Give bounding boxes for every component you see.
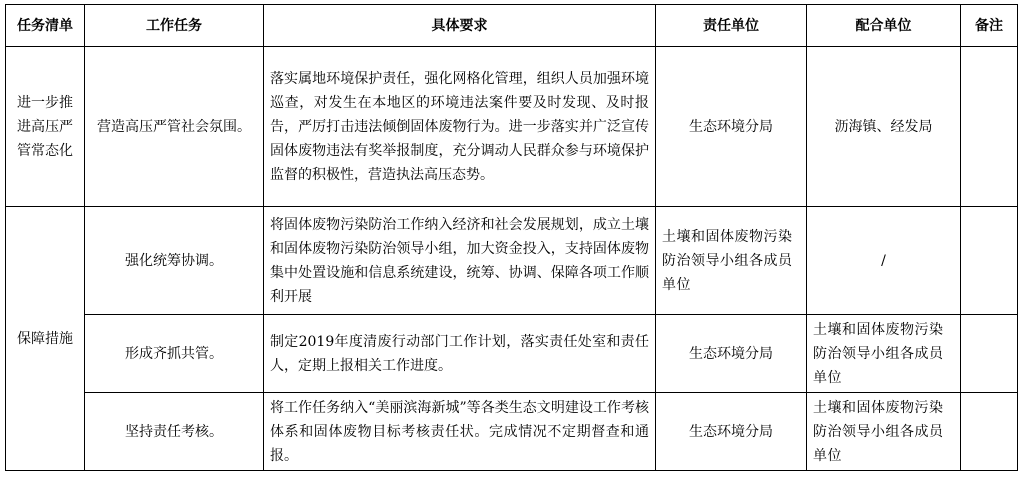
header-responsible-unit: 责任单位 — [656, 5, 807, 47]
cooperating-unit-cell: 土壤和固体废物污染防治领导小组各成员单位 — [807, 393, 961, 471]
responsible-unit-cell: 土壤和固体废物污染防治领导小组各成员单位 — [656, 207, 807, 315]
table-row — [6, 47, 1018, 207]
requirement-cell: 落实属地环境保护责任，强化网格化管理，组织人员加强环境巡查，对发生在本地区的环境违法案件要及时发现、及时报告，严厉打击违法倾倒固体废物行为。进一步落实并广泛宣传固体废物违法有奖举报制度，充分调动人民群众参与环境保护监督的积极性，营造执法高压态势。 — [264, 47, 656, 207]
requirement-cell: 制定2019年度清废行动部门工作计划，落实责任处室和责任人，定期上报相关工作进度。 — [264, 315, 656, 393]
header-row — [6, 5, 1018, 47]
table-row — [6, 207, 1018, 315]
responsible-unit-cell: 生态环境分局 — [656, 47, 807, 207]
work-task-cell: 形成齐抓共管。 — [85, 315, 264, 393]
remark-cell — [961, 207, 1018, 315]
header-work-task: 工作任务 — [85, 5, 264, 47]
work-task-cell: 坚持责任考核。 — [85, 393, 264, 471]
task-table — [5, 4, 1018, 471]
task-list-cell: 进一步推进高压严管常态化 — [6, 47, 85, 207]
task-list-cell: 保障措施 — [6, 207, 85, 471]
table-row — [6, 393, 1018, 471]
header-cooperating-unit: 配合单位 — [807, 5, 961, 47]
remark-cell — [961, 315, 1018, 393]
cooperating-unit-cell: / — [807, 207, 961, 315]
header-requirement: 具体要求 — [264, 5, 656, 47]
cooperating-unit-cell: 土壤和固体废物污染防治领导小组各成员单位 — [807, 315, 961, 393]
responsible-unit-cell: 生态环境分局 — [656, 393, 807, 471]
header-task-list: 任务清单 — [6, 5, 85, 47]
work-task-cell: 营造高压严管社会氛围。 — [85, 47, 264, 207]
work-task-cell: 强化统筹协调。 — [85, 207, 264, 315]
requirement-cell: 将工作任务纳入“美丽滨海新城”等各类生态文明建设工作考核体系和固体废物目标考核责任状。完成情况不定期督查和通报。 — [264, 393, 656, 471]
table-row — [6, 315, 1018, 393]
remark-cell — [961, 393, 1018, 471]
remark-cell — [961, 47, 1018, 207]
requirement-cell: 将固体废物污染防治工作纳入经济和社会发展规划，成立土壤和固体废物污染防治领导小组，加大资金投入，支持固体废物集中处置设施和信息系统建设，统筹、协调、保障各项工作顺利开展 — [264, 207, 656, 315]
responsible-unit-cell: 生态环境分局 — [656, 315, 807, 393]
cooperating-unit-cell: 沥海镇、经发局 — [807, 47, 961, 207]
header-remark: 备注 — [961, 5, 1018, 47]
